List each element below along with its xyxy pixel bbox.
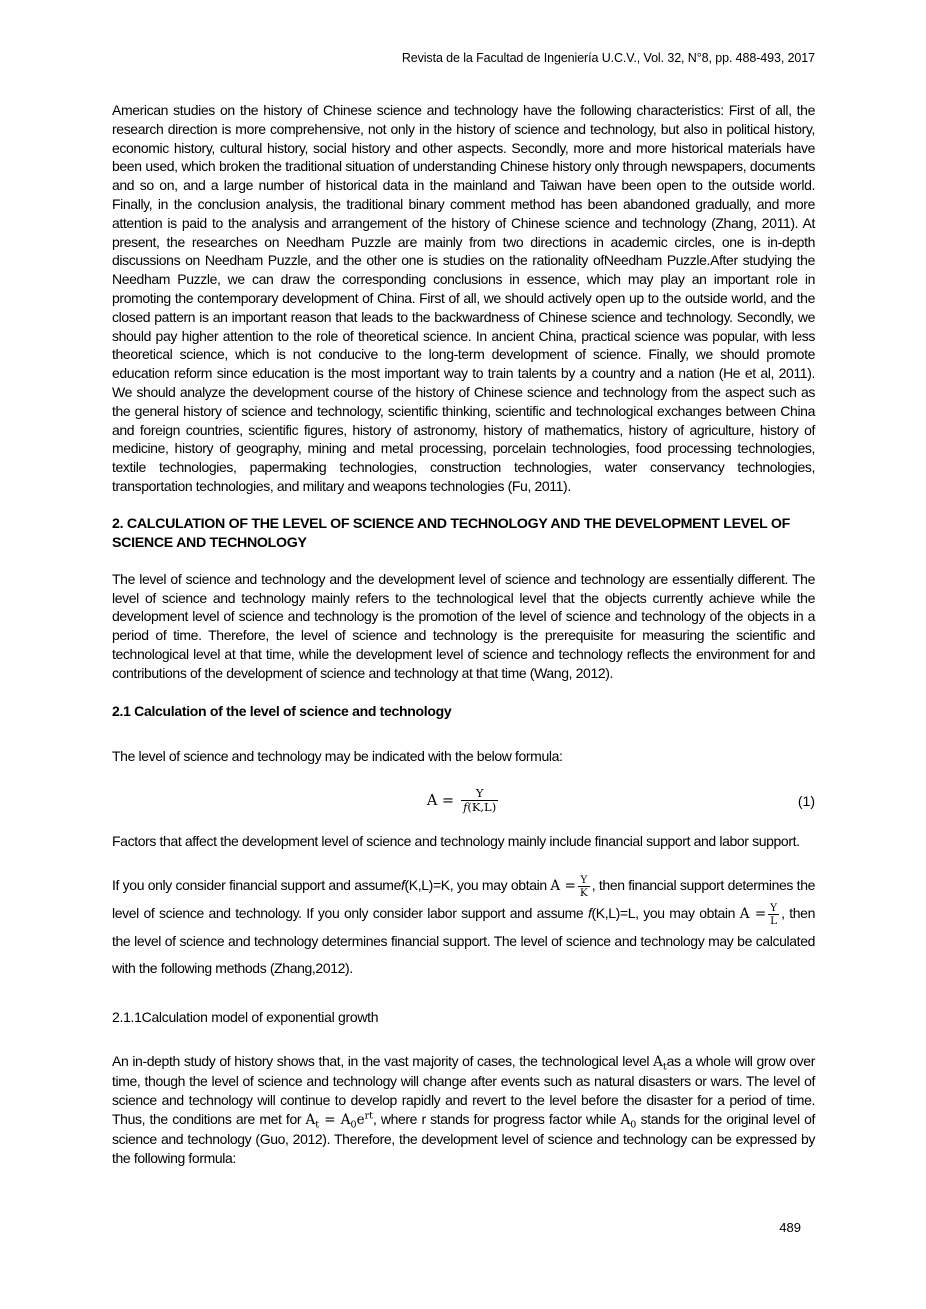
paragraph-financial-support: If you only consider financial support and assumef(K,L)=K, you may obtain A = $\frac{Y}{K}$ , then financial support determines the level of science and technology. If you only consider labor support and assume f(K,L)=L, you may obtain A = $\frac{Y}{L}$ , then the level of science and technology determines financial support. The level of science and technology may be calculated with the following methods (Zhang,2012). xyxy=(112,874,816,977)
section-2-heading: 2. CALCULATION OF THE LEVEL OF SCIENCE AND TECHNOLOGY AND THE DEVELOPMENT LEVEL OF SCIENCE AND TECHNOLOGY xyxy=(112,515,790,551)
section-2-1-1-heading: 2.1.1Calculation model of exponential growth xyxy=(112,1009,379,1026)
equation-number: (1) xyxy=(797,792,816,809)
page-number: 489 xyxy=(779,1220,801,1235)
section-2-1-heading: 2.1 Calculation of the level of science and technology xyxy=(112,702,452,719)
paragraph-exponential-growth: An in-depth study of history shows that, in the vast majority of cases, the technological level $A_tas$ a whole will grow over time, though the level of science and technology will change after events such as natural disasters or wars. The level of science and technology will continue to develop rapidly and revert to the level before the disaster for a period of time. Thus, the conditions are met for $A_t = A_0e^{rt}$, where r stands for progress factor while $A_0$ stands for the original level of science and technology (Guo, 2012). Therefore, the development level of science and technology can be expressed by the following formula: xyxy=(112,1053,816,1167)
paragraph-factors: Factors that affect the development level of science and technology mainly include financial support and labor support. xyxy=(112,832,800,849)
journal-header: Revista de la Facultad de Ingeniería U.C.V., Vol. 32, N°8, pp. 488-493, 2017 xyxy=(401,51,815,65)
paragraph-levels-different: The level of science and technology and the development level of science and technology are essentially different. The level of science and technology mainly refers to the technological level that the objects currently achieve while the development level of science and technology is the promotion of the level of science and technology of the objects in a period of time. Therefore, the level of science and technology is the prerequisite for measuring the scientific and technological level at that time, while the development level of science and technology reflects the environment for and contributions of the development of science and technology at that time (Wang, 2012). xyxy=(112,570,815,681)
equation-number-wrap xyxy=(500,793,815,809)
function-arguments: (K,L) xyxy=(467,800,497,815)
equation-lhs: A = xyxy=(426,792,455,809)
equation-1 xyxy=(112,787,815,814)
fraction-denominator xyxy=(461,800,498,814)
equation-fraction xyxy=(461,787,498,814)
fraction-numerator: Y xyxy=(475,786,484,801)
paragraph-american-studies: American studies on the history of Chinese science and technology have the following characteristics: First of all, the research direction is more comprehensive, not only in the history of science and technology, but also in political history, economic history, cultural history, social history and other aspects. Secondly, more and more historical materials have been used, which broken the traditional situation of understanding Chinese history only through newspapers, documents and so on, and a large number of historical data in the mainland and Taiwan have been open to the outside world. Finally, in the conclusion analysis, the traditional binary comment method has been abandoned gradually, and more attention is paid to the analysis and arrangement of the history of Chinese science and technology (Zhang, 2011). At present, the researches on Needham Puzzle are mainly from two directions in academic circles, one is in-depth discussions on Needham Puzzle, and the other one is studies on the rationality ofNeedham Puzzle.After studying the Needham Puzzle, we can draw the corresponding conclusions in essence, which may play an important role in promoting the contemporary development of China. First of all, we should actively open up to the outside world, and the closed pattern is an important reason that leads to the backwardness of Chinese science and technology. Secondly, we should pay higher attention to the role of theoretical science. In ancient China, practical science was popular, with less theoretical science, which is not conducive to the long-term development of science. Finally, we should promote education reform since education is the most important way to train talents by a country and a nation (He et al, 2011). We should analyze the development course of the history of Chinese science and technology from the aspect such as the general history of science and technology, scientific thinking, scientific and technological exchanges between China and foreign countries, scientific figures, history of astronomy, history of mathematics, history of agriculture, history of medicine, history of geography, mining and metal processing, porcelain technologies, food processing technologies, textile technologies, papermaking technologies, construction technologies, water conservancy technologies, transportation technologies, and military and weapons technologies (Fu, 2011). xyxy=(112,102,815,494)
equation-body xyxy=(427,787,500,814)
paragraph-formula-intro: The level of science and technology may be indicated with the below formula: xyxy=(112,748,563,765)
function-symbol-f: f xyxy=(463,800,468,815)
